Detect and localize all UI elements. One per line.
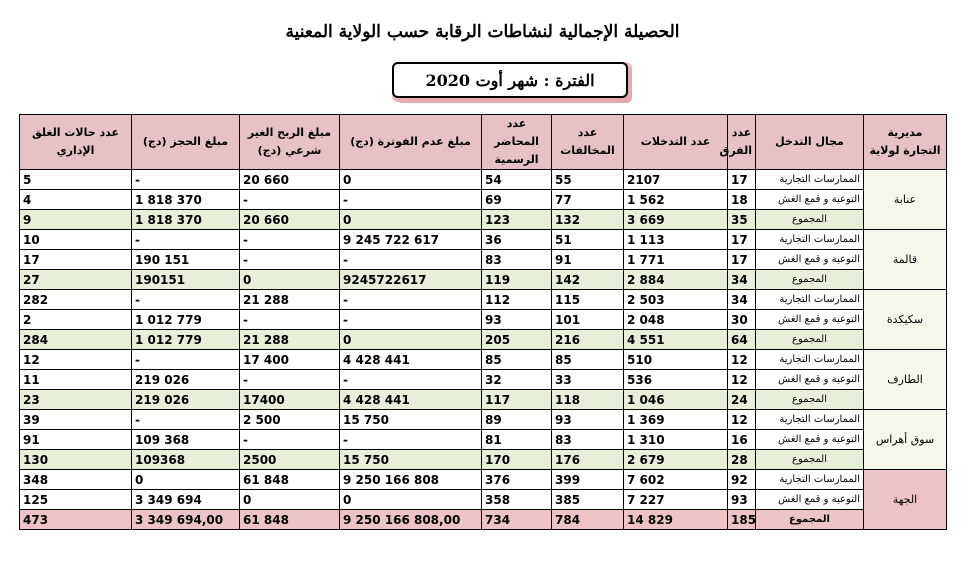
region-cell: عنابة — [864, 170, 947, 230]
table-row — [20, 490, 947, 510]
header-illegal-profit: مبلغ الربح الغير شرعي (دج) — [240, 115, 340, 170]
reports-cell: 119 — [482, 270, 552, 290]
total-row — [20, 450, 947, 470]
non-invoice-cell: 9 250 166 808,00 — [340, 510, 482, 530]
teams-cell: 93 — [728, 490, 756, 510]
closures-cell: 282 — [20, 290, 132, 310]
interventions-cell: 1 369 — [624, 410, 728, 430]
seizure-cell: 1 818 370 — [132, 210, 240, 230]
interventions-cell: 2 503 — [624, 290, 728, 310]
reports-cell: 54 — [482, 170, 552, 190]
seizure-cell: 219 026 — [132, 390, 240, 410]
seizure-cell: - — [132, 170, 240, 190]
teams-cell: 64 — [728, 330, 756, 350]
illegal-profit-cell: 2500 — [240, 450, 340, 470]
interventions-cell: 1 771 — [624, 250, 728, 270]
closures-cell: 11 — [20, 370, 132, 390]
teams-cell: 24 — [728, 390, 756, 410]
interventions-cell: 2 884 — [624, 270, 728, 290]
closures-cell: 23 — [20, 390, 132, 410]
violations-cell: 91 — [552, 250, 624, 270]
reports-cell: 376 — [482, 470, 552, 490]
illegal-profit-cell: 21 288 — [240, 290, 340, 310]
header-seizure: مبلغ الحجز (دج) — [132, 115, 240, 170]
table-row — [20, 170, 947, 190]
teams-cell: 18 — [728, 190, 756, 210]
interventions-cell: 1 046 — [624, 390, 728, 410]
interventions-cell: 4 551 — [624, 330, 728, 350]
closures-cell: 17 — [20, 250, 132, 270]
closures-cell: 91 — [20, 430, 132, 450]
seizure-cell: 1 012 779 — [132, 310, 240, 330]
non-invoice-cell: - — [340, 190, 482, 210]
header-field: مجال التدخل — [756, 115, 864, 170]
non-invoice-cell: 0 — [340, 330, 482, 350]
seizure-cell: 219 026 — [132, 370, 240, 390]
closures-cell: 473 — [20, 510, 132, 530]
violations-cell: 784 — [552, 510, 624, 530]
region-cell: الجهة — [864, 470, 947, 530]
header-non-invoice: مبلغ عدم الفوترة (دج) — [340, 115, 482, 170]
violations-cell: 132 — [552, 210, 624, 230]
field-cell: المجموع — [756, 210, 864, 230]
violations-cell: 385 — [552, 490, 624, 510]
violations-cell: 83 — [552, 430, 624, 450]
reports-cell: 205 — [482, 330, 552, 350]
illegal-profit-cell: 21 288 — [240, 330, 340, 350]
violations-cell: 85 — [552, 350, 624, 370]
reports-cell: 734 — [482, 510, 552, 530]
report-title: الحصيلة الإجمالية لنشاطات الرقابة حسب الولاية المعنية — [285, 22, 680, 42]
field-cell: التوعية و قمع الغش — [756, 430, 864, 450]
non-invoice-cell: - — [340, 310, 482, 330]
header-region: مديرية التجارة لولاية — [864, 115, 947, 170]
non-invoice-cell: 4 428 441 — [340, 350, 482, 370]
violations-cell: 118 — [552, 390, 624, 410]
teams-cell: 30 — [728, 310, 756, 330]
header-closures: عدد حالات الغلق الإداري — [20, 115, 132, 170]
closures-cell: 39 — [20, 410, 132, 430]
table-row — [20, 190, 947, 210]
illegal-profit-cell: - — [240, 190, 340, 210]
illegal-profit-cell: 20 660 — [240, 170, 340, 190]
region-cell: سكيكدة — [864, 290, 947, 350]
non-invoice-cell: - — [340, 250, 482, 270]
non-invoice-cell: - — [340, 430, 482, 450]
region-cell: الطارف — [864, 350, 947, 410]
interventions-cell: 2107 — [624, 170, 728, 190]
seizure-cell: 1 012 779 — [132, 330, 240, 350]
non-invoice-cell: - — [340, 290, 482, 310]
table-row — [20, 250, 947, 270]
teams-cell: 16 — [728, 430, 756, 450]
reports-cell: 83 — [482, 250, 552, 270]
interventions-cell: 2 679 — [624, 450, 728, 470]
closures-cell: 284 — [20, 330, 132, 350]
illegal-profit-cell: 0 — [240, 270, 340, 290]
reports-cell: 85 — [482, 350, 552, 370]
closures-cell: 125 — [20, 490, 132, 510]
header-teams: عدد الفرق — [728, 115, 756, 170]
teams-cell: 17 — [728, 250, 756, 270]
illegal-profit-cell: 0 — [240, 490, 340, 510]
violations-cell: 399 — [552, 470, 624, 490]
non-invoice-cell: - — [340, 370, 482, 390]
violations-cell: 142 — [552, 270, 624, 290]
illegal-profit-cell: 61 848 — [240, 510, 340, 530]
illegal-profit-cell: - — [240, 310, 340, 330]
illegal-profit-cell: 61 848 — [240, 470, 340, 490]
grand-total-row — [20, 510, 947, 530]
illegal-profit-cell: 17 400 — [240, 350, 340, 370]
closures-cell: 348 — [20, 470, 132, 490]
reports-cell: 81 — [482, 430, 552, 450]
interventions-cell: 14 829 — [624, 510, 728, 530]
field-cell: التوعية و قمع الغش — [756, 370, 864, 390]
seizure-cell: 109368 — [132, 450, 240, 470]
violations-cell: 216 — [552, 330, 624, 350]
reports-cell: 123 — [482, 210, 552, 230]
header-violations: عدد المخالفات — [552, 115, 624, 170]
teams-cell: 35 — [728, 210, 756, 230]
illegal-profit-cell: - — [240, 370, 340, 390]
interventions-cell: 2 048 — [624, 310, 728, 330]
reports-cell: 36 — [482, 230, 552, 250]
illegal-profit-cell: 20 660 — [240, 210, 340, 230]
closures-cell: 12 — [20, 350, 132, 370]
teams-cell: 12 — [728, 370, 756, 390]
non-invoice-cell: 9 245 722 617 — [340, 230, 482, 250]
seizure-cell: 3 349 694,00 — [132, 510, 240, 530]
illegal-profit-cell: - — [240, 250, 340, 270]
reports-cell: 112 — [482, 290, 552, 310]
closures-cell: 130 — [20, 450, 132, 470]
teams-cell: 34 — [728, 290, 756, 310]
violations-cell: 77 — [552, 190, 624, 210]
violations-cell: 115 — [552, 290, 624, 310]
violations-cell: 101 — [552, 310, 624, 330]
seizure-cell: - — [132, 290, 240, 310]
interventions-cell: 1 562 — [624, 190, 728, 210]
teams-cell: 17 — [728, 230, 756, 250]
closures-cell: 27 — [20, 270, 132, 290]
reports-cell: 89 — [482, 410, 552, 430]
reports-cell: 93 — [482, 310, 552, 330]
interventions-cell: 1 310 — [624, 430, 728, 450]
region-cell: قالمة — [864, 230, 947, 290]
field-cell: الممارسات التجارية — [756, 230, 864, 250]
field-cell: المجموع — [756, 330, 864, 350]
region-cell: سوق أهراس — [864, 410, 947, 470]
table-row — [20, 230, 947, 250]
table-row — [20, 350, 947, 370]
field-cell: الممارسات التجارية — [756, 290, 864, 310]
seizure-cell: 190 151 — [132, 250, 240, 270]
field-cell: المجموع — [756, 450, 864, 470]
field-cell: المجموع — [756, 510, 864, 530]
reports-cell: 69 — [482, 190, 552, 210]
interventions-cell: 3 669 — [624, 210, 728, 230]
table-row — [20, 470, 947, 490]
teams-cell: 12 — [728, 410, 756, 430]
table-row — [20, 290, 947, 310]
teams-cell: 17 — [728, 170, 756, 190]
seizure-cell: - — [132, 410, 240, 430]
table-row — [20, 430, 947, 450]
non-invoice-cell: 0 — [340, 170, 482, 190]
table-row — [20, 410, 947, 430]
violations-cell: 176 — [552, 450, 624, 470]
interventions-cell: 7 602 — [624, 470, 728, 490]
total-row — [20, 270, 947, 290]
non-invoice-cell: 9245722617 — [340, 270, 482, 290]
non-invoice-cell: 0 — [340, 490, 482, 510]
header-interventions: عدد التدخلات — [624, 115, 728, 170]
reports-cell: 170 — [482, 450, 552, 470]
total-row — [20, 390, 947, 410]
table-row — [20, 310, 947, 330]
violations-cell: 55 — [552, 170, 624, 190]
closures-cell: 5 — [20, 170, 132, 190]
teams-cell: 12 — [728, 350, 756, 370]
seizure-cell: 0 — [132, 470, 240, 490]
field-cell: المجموع — [756, 270, 864, 290]
illegal-profit-cell: - — [240, 230, 340, 250]
field-cell: الممارسات التجارية — [756, 170, 864, 190]
table-row — [20, 370, 947, 390]
seizure-cell: - — [132, 230, 240, 250]
seizure-cell: 190151 — [132, 270, 240, 290]
violations-cell: 33 — [552, 370, 624, 390]
illegal-profit-cell: - — [240, 430, 340, 450]
interventions-cell: 536 — [624, 370, 728, 390]
non-invoice-cell: 4 428 441 — [340, 390, 482, 410]
seizure-cell: - — [132, 350, 240, 370]
header-row — [20, 115, 947, 170]
interventions-cell: 510 — [624, 350, 728, 370]
teams-cell: 92 — [728, 470, 756, 490]
field-cell: التوعية و قمع الغش — [756, 250, 864, 270]
field-cell: التوعية و قمع الغش — [756, 310, 864, 330]
teams-cell: 28 — [728, 450, 756, 470]
teams-cell: 34 — [728, 270, 756, 290]
reports-cell: 117 — [482, 390, 552, 410]
closures-cell: 10 — [20, 230, 132, 250]
reports-cell: 358 — [482, 490, 552, 510]
interventions-cell: 7 227 — [624, 490, 728, 510]
total-row — [20, 330, 947, 350]
reports-cell: 32 — [482, 370, 552, 390]
non-invoice-cell: 0 — [340, 210, 482, 230]
violations-cell: 51 — [552, 230, 624, 250]
non-invoice-cell: 15 750 — [340, 410, 482, 430]
interventions-cell: 1 113 — [624, 230, 728, 250]
field-cell: الممارسات التجارية — [756, 470, 864, 490]
period-label: الفترة : شهر أوت 2020 — [392, 62, 628, 98]
illegal-profit-cell: 2 500 — [240, 410, 340, 430]
total-row — [20, 210, 947, 230]
closures-cell: 9 — [20, 210, 132, 230]
closures-cell: 4 — [20, 190, 132, 210]
closures-cell: 2 — [20, 310, 132, 330]
field-cell: الممارسات التجارية — [756, 350, 864, 370]
header-reports: عدد المحاضر الرسمية — [482, 115, 552, 170]
seizure-cell: 3 349 694 — [132, 490, 240, 510]
control-activities-table — [19, 114, 947, 530]
violations-cell: 93 — [552, 410, 624, 430]
non-invoice-cell: 9 250 166 808 — [340, 470, 482, 490]
seizure-cell: 109 368 — [132, 430, 240, 450]
field-cell: التوعية و قمع الغش — [756, 490, 864, 510]
period-box — [392, 62, 632, 102]
seizure-cell: 1 818 370 — [132, 190, 240, 210]
non-invoice-cell: 15 750 — [340, 450, 482, 470]
field-cell: الممارسات التجارية — [756, 410, 864, 430]
field-cell: التوعية و قمع الغش — [756, 190, 864, 210]
teams-cell: 185 — [728, 510, 756, 530]
illegal-profit-cell: 17400 — [240, 390, 340, 410]
field-cell: المجموع — [756, 390, 864, 410]
